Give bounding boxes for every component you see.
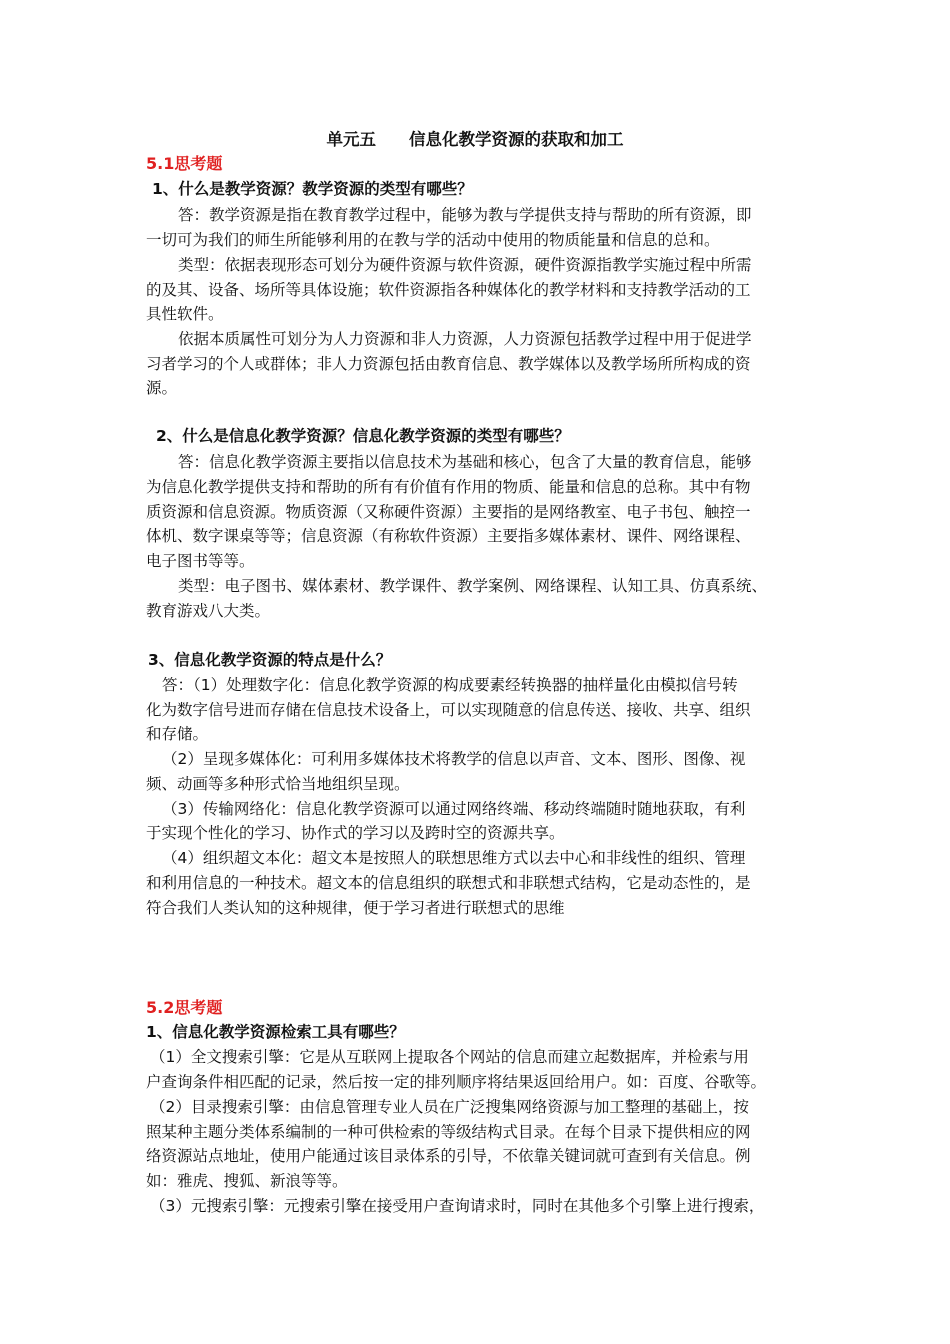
question-title: 2、什么是信息化教学资源？信息化教学资源的类型有哪些？ [156, 427, 570, 445]
answer-line: 频、动画等多种形式恰当地组织呈现。 [146, 775, 410, 793]
answer-line: 类型：电子图书、媒体素材、教学课件、教学案例、网络课程、认知工具、仿真系统、 [178, 577, 768, 595]
answer-line: 具性软件。 [146, 305, 224, 323]
answer-line: （1）全文搜索引擎：它是从互联网上提取各个网站的信息而建立起数据库，并检索与用 [150, 1048, 749, 1066]
answer-line: 体机、数字课桌等等；信息资源（有称软件资源）主要指多媒体素材、课件、网络课程、 [146, 527, 751, 545]
answer-line: 和存储。 [146, 725, 209, 743]
answer-line: （2）目录搜索引擎：由信息管理专业人员在广泛搜集网络资源与加工整理的基础上，按 [150, 1098, 749, 1116]
section-heading: 5.2思考题 [146, 998, 223, 1017]
answer-line: 一切可为我们的师生所能够利用的在教与学的活动中使用的物质能量和信息的总和。 [146, 231, 720, 249]
answer-line: 于实现个性化的学习、协作式的学习以及跨时空的资源共享。 [146, 824, 565, 842]
answer-line: 符合我们人类认知的这种规律，便于学习者进行联想式的思维 [146, 899, 565, 917]
answer-line: 质资源和信息资源。物质资源（又称硬件资源）主要指的是网络教室、电子书包、触控一 [146, 503, 751, 521]
answer-line: 化为数字信号进而存储在信息技术设备上，可以实现随意的信息传送、接收、共享、组织 [146, 701, 751, 719]
question-title: 1、信息化教学资源检索工具有哪些？ [146, 1023, 405, 1041]
answer-line: 的及其、设备、场所等具体设施；软件资源指各种媒体化的教学材料和支持教学活动的工 [146, 281, 751, 299]
answer-line: 答：教学资源是指在教育教学过程中，能够为教与学提供支持与帮助的所有资源，即 [178, 206, 752, 224]
answer-line: 源。 [146, 379, 178, 397]
answer-line: 如：雅虎、搜狐、新浪等等。 [146, 1172, 348, 1190]
answer-line: （3）元搜索引擎：元搜索引擎在接受用户查询请求时，同时在其他多个引擎上进行搜索， [150, 1197, 765, 1215]
answer-line: 为信息化教学提供支持和帮助的所有有价值有作用的物质、能量和信息的总称。其中有物 [146, 478, 751, 496]
document-title: 单元五 信息化教学资源的获取和加工 [326, 130, 624, 149]
answer-line: （4）组织超文本化：超文本是按照人的联想思维方式以去中心和非线性的组织、管理 [162, 849, 746, 867]
question-title: 3、信息化教学资源的特点是什么？ [148, 651, 392, 669]
answer-line: （2）呈现多媒体化：可利用多媒体技术将教学的信息以声音、文本、图形、图像、视 [162, 750, 746, 768]
answer-line: 答：（1）处理数字化：信息化教学资源的构成要素经转换器的抽样量化由模拟信号转 [162, 676, 738, 694]
answer-line: 照某种主题分类体系编制的一种可供检索的等级结构式目录。在每个目录下提供相应的网 [146, 1123, 751, 1141]
answer-line: 户查询条件相匹配的记录，然后按一定的排列顺序将结果返回给用户。如：百度、谷歌等。 [146, 1073, 767, 1091]
answer-line: 依据本质属性可划分为人力资源和非人力资源，人力资源包括教学过程中用于促进学 [178, 330, 752, 348]
answer-line: 答：信息化教学资源主要指以信息技术为基础和核心，包含了大量的教育信息，能够 [178, 453, 752, 471]
question-title: 1、什么是教学资源？教学资源的类型有哪些？ [152, 180, 473, 198]
section-heading: 5.1思考题 [146, 154, 223, 173]
answer-line: 教育游戏八大类。 [146, 602, 271, 620]
answer-line: 和利用信息的一种技术。超文本的信息组织的联想式和非联想式结构，它是动态性的，是 [146, 874, 751, 892]
answer-line: 络资源站点地址，使用户能通过该目录体系的引导，不依靠关键词就可查到有关信息。例 [146, 1147, 751, 1165]
answer-line: 习者学习的个人或群体；非人力资源包括由教育信息、教学媒体以及教学场所所构成的资 [146, 355, 751, 373]
answer-line: （3）传输网络化：信息化教学资源可以通过网络终端、移动终端随时随地获取，有利 [162, 800, 746, 818]
answer-line: 电子图书等等。 [146, 552, 255, 570]
answer-line: 类型：依据表现形态可划分为硬件资源与软件资源，硬件资源指教学实施过程中所需 [178, 256, 752, 274]
